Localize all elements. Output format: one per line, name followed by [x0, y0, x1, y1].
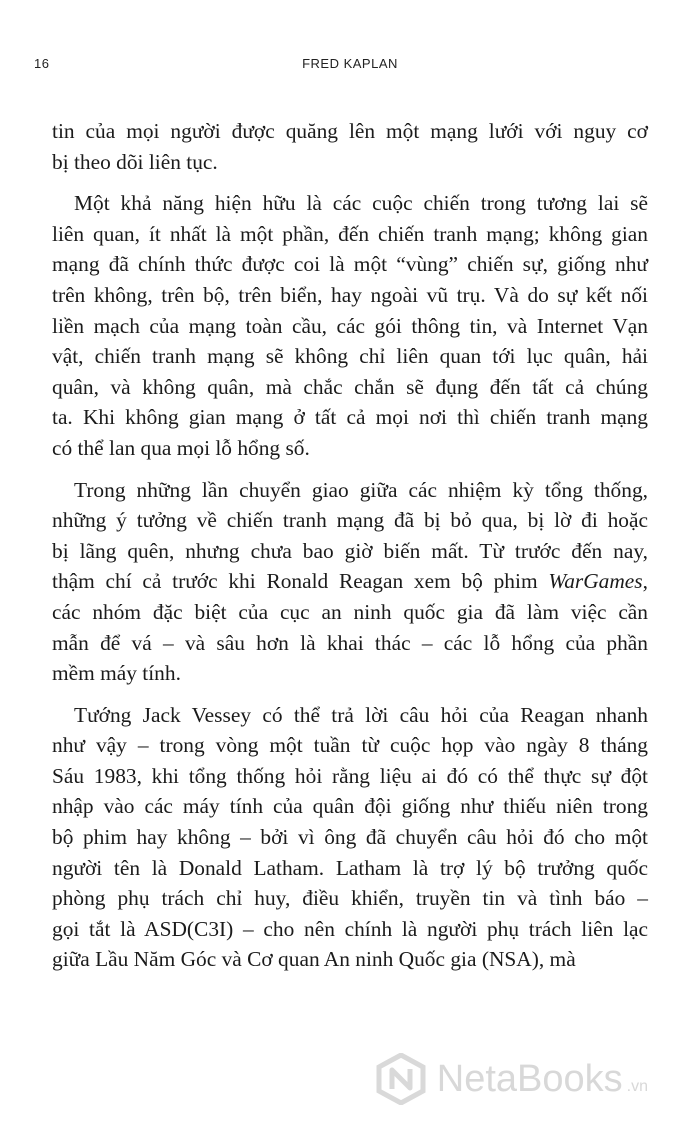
text-line: ta. Khi không gian mạng ở tất cả mọi nơi thì chiến tranh mạng [52, 405, 648, 430]
film-title: WarGames [548, 569, 643, 594]
netabooks-logo-icon [375, 1053, 427, 1105]
paragraph [52, 188, 648, 463]
text-line: mạng đã chính thức được coi là một “vùng” chiến sự, giống như [52, 252, 648, 277]
text-line: các nhóm đặc biệt của cục an ninh quốc gia đã làm việc cần [52, 599, 648, 624]
text-line: Tướng Jack Vessey có thể trả lời câu hỏi của Reagan nhanh [74, 702, 648, 727]
paragraph [52, 475, 648, 689]
text-line: bị lãng quên, nhưng chưa bao giờ biến mất. Từ trước đến nay, [52, 538, 648, 563]
watermark-suffix: .vn [626, 1078, 648, 1095]
text-line: phòng phụ trách chỉ huy, điều khiển, truyền tin và tình báo – [52, 886, 648, 911]
text-line: giữa Lầu Năm Góc và Cơ quan An ninh Quốc gia (NSA), mà [52, 947, 576, 972]
text-line: Một khả năng hiện hữu là các cuộc chiến trong tương lai sẽ [74, 191, 648, 216]
text-line: bị theo dõi liên tục. [52, 149, 218, 174]
running-head: FRED KAPLAN [302, 56, 398, 71]
page-number: 16 [34, 56, 50, 71]
text-line: như vậy – trong vòng một tuần từ cuộc họp vào ngày 8 tháng [52, 733, 648, 758]
body-text [52, 116, 648, 986]
watermark [375, 1052, 648, 1106]
page-header [34, 56, 666, 76]
text-line: gọi tắt là ASD(C3I) – cho nên chính là người phụ trách liên lạc [52, 916, 648, 941]
text-line: thậm chí cả trước khi Ronald Reagan xem bộ phim WarGames, [52, 569, 648, 594]
text-line: liền mạch của mạng toàn cầu, các gói thông tin, và Internet Vạn [52, 313, 648, 338]
text-line: Trong những lần chuyển giao giữa các nhiệm kỳ tổng thống, [74, 477, 648, 502]
text-line: tin của mọi người được quăng lên một mạng lưới với nguy cơ [52, 119, 648, 143]
text-line: Sáu 1983, khi tổng thống hỏi rằng liệu ai đó có thể thực sự đột [52, 763, 648, 788]
text-line: nhập vào các máy tính của quân đội giống như thiếu niên trong [52, 794, 648, 819]
paragraph [52, 116, 648, 177]
watermark-brand: NetaBooks [436, 1057, 623, 1100]
text-line: trên không, trên bộ, trên biển, hay ngoài vũ trụ. Và do sự kết nối [52, 282, 648, 307]
text-line: liên quan, ít nhất là một phần, đến chiến tranh mạng; không gian [52, 221, 648, 246]
text-line: quân, và không quân, mà chắc chắn sẽ đụng đến tất cả chúng [52, 374, 648, 399]
text-line: người tên là Donald Latham. Latham là trợ lý bộ trưởng quốc [52, 855, 648, 880]
text-line: bộ phim hay không – bởi vì ông đã chuyển câu hỏi đó cho một [52, 825, 648, 850]
text-line: những ý tưởng về chiến tranh mạng đã bị bỏ qua, bị lờ đi hoặc [52, 508, 648, 533]
text-line: mẫn để vá – và sâu hơn là khai thác – các lỗ hổng của phần [52, 630, 648, 655]
paragraph [52, 700, 648, 975]
text-line: mềm máy tính. [52, 661, 181, 686]
text-line: vật, chiến tranh mạng sẽ không chỉ liên quan tới lục quân, hải [52, 344, 648, 369]
text-line: có thể lan qua mọi lỗ hổng số. [52, 435, 310, 460]
